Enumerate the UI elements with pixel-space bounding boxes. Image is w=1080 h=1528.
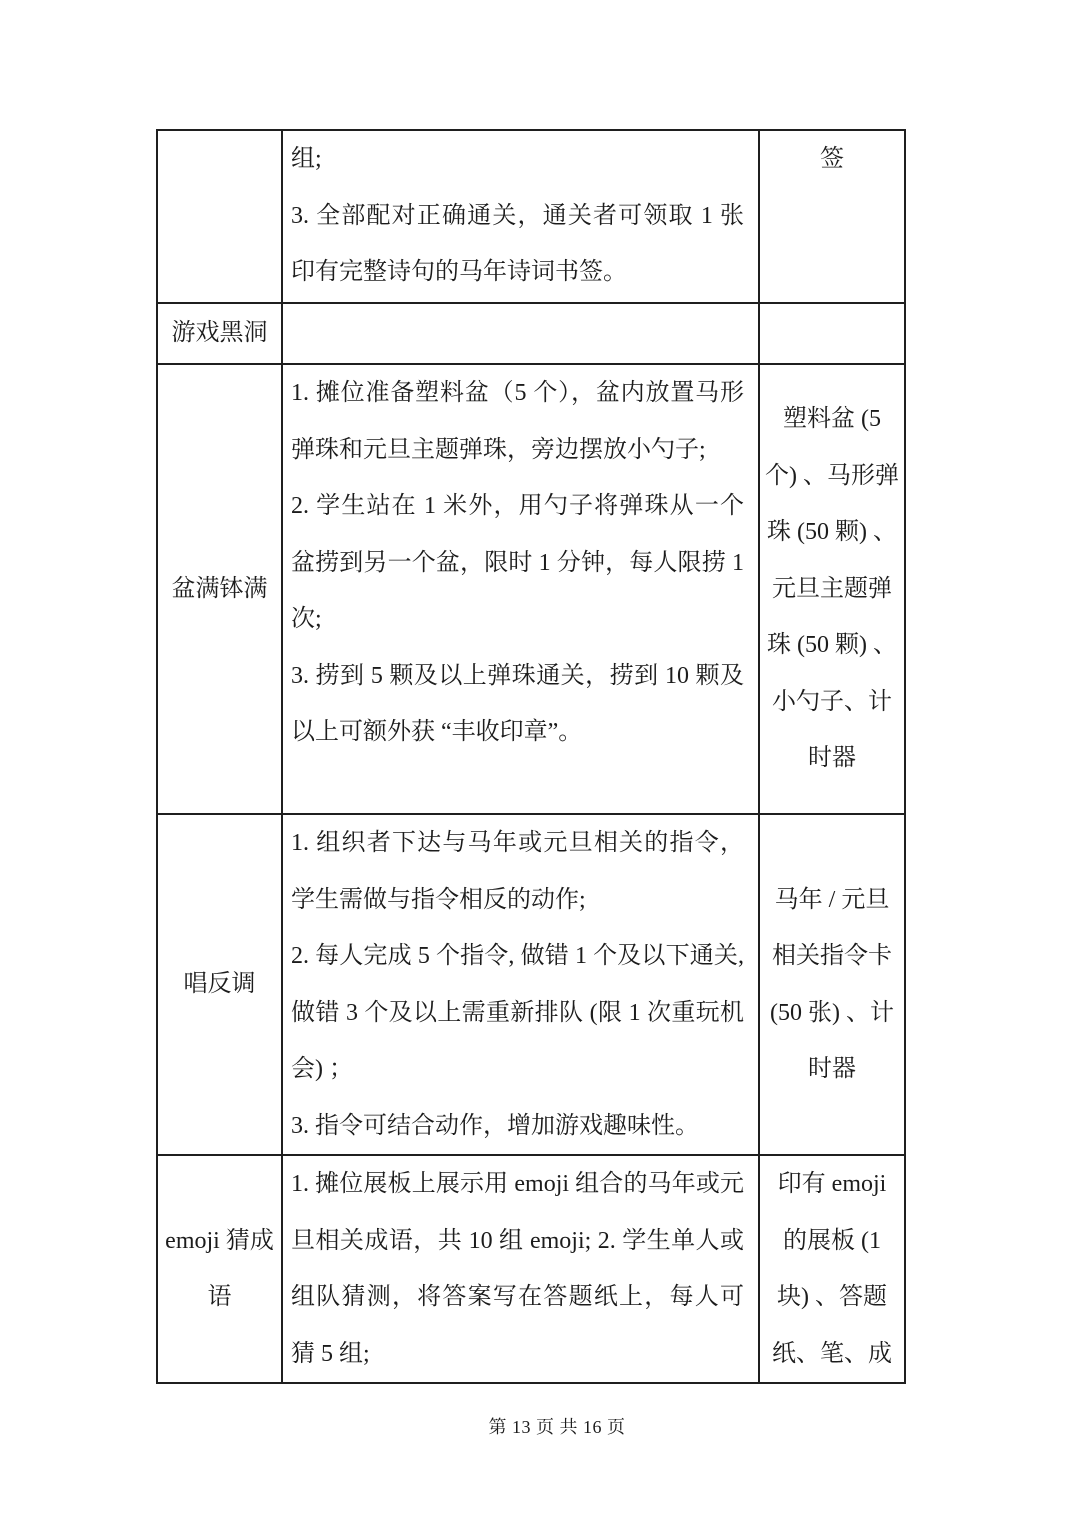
rule-paragraph: 1. 组织者下达与马年或元旦相关的指令，学生需做与指令相反的动作; (291, 830, 744, 913)
game-rules-cell (282, 364, 759, 814)
game-rules-cell (282, 1155, 759, 1383)
game-rules-cell (282, 303, 759, 364)
table-row (157, 1155, 905, 1383)
game-name-cell: 盆满钵满 (157, 364, 282, 814)
rule-paragraph: 组; (291, 146, 322, 172)
table-row (157, 303, 905, 364)
rule-paragraph: 3. 全部配对正确通关，通关者可领取 1 张印有完整诗句的马年诗词书签。 (291, 202, 744, 285)
game-name-cell (157, 130, 282, 303)
game-materials-cell: 签 (759, 130, 905, 303)
game-materials-cell (759, 303, 905, 364)
game-materials-cell: 马年 / 元旦相关指令卡 (50 张) 、计时器 (759, 814, 905, 1155)
game-name-cell: emoji 猜成语 (157, 1155, 282, 1383)
games-table (156, 129, 906, 1384)
rule-paragraph: 3. 捞到 5 颗及以上弹珠通关，捞到 10 颗及以上可额外获 “丰收印章”。 (291, 662, 744, 745)
rule-paragraph: 1. 摊位准备塑料盆（5 个），盆内放置马形弹珠和元旦主题弹珠，旁边摆放小勺子; (291, 380, 744, 463)
game-rules-cell (282, 130, 759, 303)
rule-paragraph: 3. 指令可结合动作，增加游戏趣味性。 (291, 1112, 699, 1139)
table-row (157, 130, 905, 303)
page-number-footer: 第 13 页 共 16 页 (488, 1417, 626, 1437)
table-row (157, 364, 905, 814)
rule-paragraph: 2. 学生站在 1 米外，用勺子将弹珠从一个盆捞到另一个盆，限时 1 分钟，每人限捞 1 次; (291, 493, 744, 632)
game-materials-cell: 印有 emoji 的展板 (1 块) 、答题纸、笔、成 (759, 1155, 905, 1383)
rule-paragraph: 1. 摊位展板上展示用 emoji 组合的马年或元旦相关成语，共 10 组 emoji; 2. 学生单人或组队猜测，将答案写在答题纸上，每人可猜 5 组; (291, 1171, 744, 1367)
game-rules-cell (282, 814, 759, 1155)
games-table-body (157, 130, 905, 1383)
table-row (157, 814, 905, 1155)
game-name-cell: 唱反调 (157, 814, 282, 1155)
rule-paragraph: 2. 每人完成 5 个指令, 做错 1 个及以下通关, 做错 3 个及以上需重新排队 (限 1 次重玩机会) ； (291, 943, 744, 1082)
game-materials-cell: 塑料盆 (5 个) 、马形弹珠 (50 颗) 、元旦主题弹珠 (50 颗) 、小勺子、计时器 (759, 364, 905, 814)
game-name-cell: 游戏黑洞 (157, 303, 282, 364)
